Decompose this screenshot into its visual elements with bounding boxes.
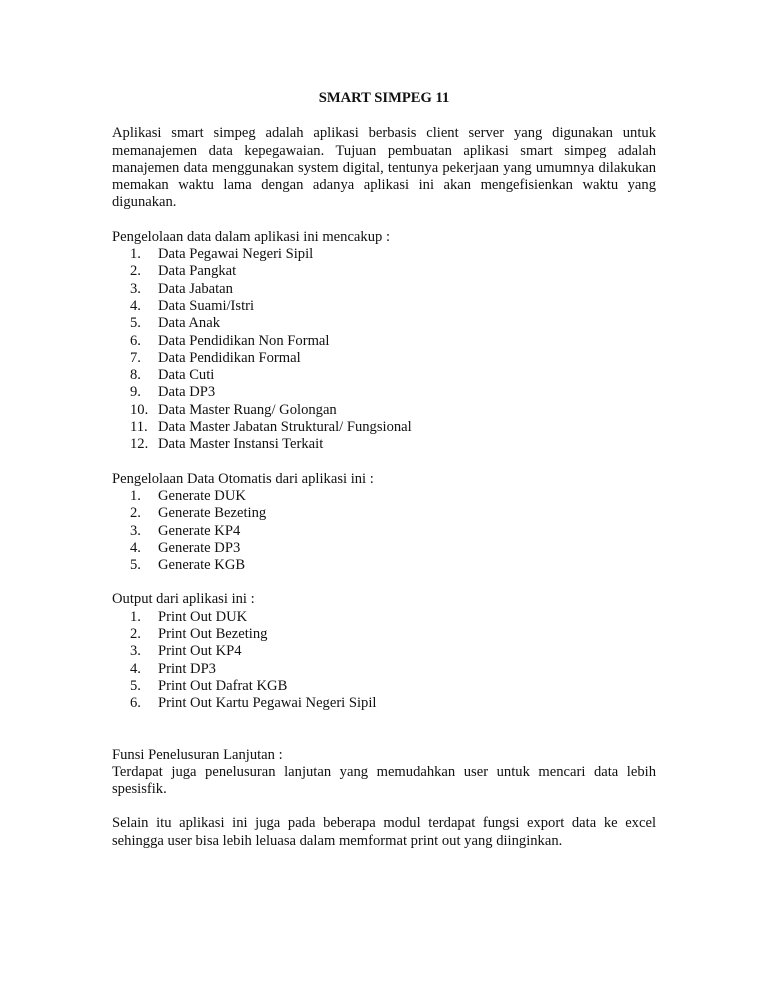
document-page — [112, 90, 656, 850]
list-item-number: 9. — [130, 384, 141, 401]
list-item — [112, 402, 656, 419]
list-item-number: 3. — [130, 643, 141, 660]
section2-heading: Pengelolaan Data Otomatis dari aplikasi ini : — [112, 470, 374, 487]
list-item-number: 5. — [130, 315, 141, 332]
list-item-text: Data Jabatan — [158, 280, 233, 297]
section4-body: Terdapat juga penelusuran lanjutan yang memudahkan user untuk mencari data lebih spesisfik. — [112, 763, 656, 798]
document-title: SMART SIMPEG 11 — [318, 90, 450, 106]
section4-heading: Funsi Penelusuran Lanjutan : — [112, 746, 283, 763]
closing-paragraph: Selain itu aplikasi ini juga pada beberapa modul terdapat fungsi export data ke excel sehingga user bisa lebih leluasa dalam memformat print out yang diinginkan. — [112, 815, 656, 849]
list-item-text: Data Master Instansi Terkait — [158, 436, 324, 453]
list-item — [112, 384, 656, 401]
list-item-number: 4. — [130, 660, 141, 677]
section2-list — [112, 488, 656, 574]
list-item — [112, 557, 656, 574]
list-item-number: 12. — [130, 436, 149, 453]
list-item-number: 2. — [130, 263, 141, 280]
list-item-number: 10. — [130, 401, 149, 418]
list-item-number: 4. — [130, 539, 141, 556]
list-item-text: Print Out DUK — [158, 608, 248, 625]
list-item — [112, 436, 656, 453]
list-item — [112, 695, 656, 712]
section3-list — [112, 609, 656, 713]
list-item — [112, 419, 656, 436]
list-item-text: Data Anak — [158, 315, 221, 332]
list-item — [112, 281, 656, 298]
list-item-number: 8. — [130, 367, 141, 384]
list-item-text: Print Out Dafrat KGB — [158, 677, 288, 694]
list-item — [112, 367, 656, 384]
spacer — [112, 574, 656, 591]
list-item — [112, 505, 656, 522]
list-item-number: 5. — [130, 677, 141, 694]
list-item-number: 1. — [130, 608, 141, 625]
section1-heading: Pengelolaan data dalam aplikasi ini mencakup : — [112, 228, 391, 245]
list-item-text: Data Pangkat — [158, 263, 237, 280]
list-item-text: Generate Bezeting — [158, 505, 267, 522]
list-item — [112, 661, 656, 678]
list-item-number: 1. — [130, 246, 141, 263]
section1-list — [112, 246, 656, 454]
list-item-text: Data Pendidikan Formal — [158, 349, 301, 366]
list-item-text: Generate DP3 — [158, 539, 241, 556]
list-item-number: 11. — [130, 419, 148, 436]
spacer — [112, 212, 656, 229]
spacer — [112, 713, 656, 747]
list-item-text: Print Out Kartu Pegawai Negeri Sipil — [158, 695, 377, 712]
list-item — [112, 488, 656, 505]
list-item — [112, 523, 656, 540]
list-item — [112, 643, 656, 660]
list-item-number: 2. — [130, 626, 141, 643]
list-item-text: Data Cuti — [158, 367, 215, 384]
list-item — [112, 626, 656, 643]
intro-paragraph: Aplikasi smart simpeg adalah aplikasi berbasis client server yang digunakan untuk memanajemen data kepegawaian. Tujuan pembuatan aplikasi smart simpeg adalah manajemen data menggunakan system digital, tentunya pekerjaan yang umumnya dilakukan memakan waktu lama dengan adanya aplikasi ini akan mengefisienkan waktu yang digunakan. — [112, 125, 656, 211]
list-item — [112, 263, 656, 280]
list-item — [112, 246, 656, 263]
list-item-text: Data DP3 — [158, 384, 216, 401]
list-item — [112, 678, 656, 695]
list-item-text: Data Master Jabatan Struktural/ Fungsional — [158, 419, 412, 436]
list-item-number: 6. — [130, 695, 141, 712]
list-item — [112, 609, 656, 626]
list-item — [112, 298, 656, 315]
list-item-number: 4. — [130, 297, 141, 314]
list-item-text: Print Out KP4 — [158, 643, 242, 660]
spacer — [112, 454, 656, 471]
list-item — [112, 333, 656, 350]
list-item-text: Data Suami/Istri — [158, 297, 255, 314]
list-item-text: Data Pegawai Negeri Sipil — [158, 246, 314, 263]
list-item-number: 3. — [130, 522, 141, 539]
list-item-text: Print DP3 — [158, 660, 216, 677]
list-item — [112, 540, 656, 557]
list-item-text: Print Out Bezeting — [158, 626, 268, 643]
list-item-text: Generate KGB — [158, 557, 246, 574]
list-item-number: 5. — [130, 557, 141, 574]
list-item-number: 3. — [130, 280, 141, 297]
list-item-text: Generate KP4 — [158, 522, 241, 539]
list-item-number: 7. — [130, 349, 141, 366]
list-item-text: Generate DUK — [158, 487, 246, 504]
list-item-number: 6. — [130, 332, 141, 349]
section3-heading: Output dari aplikasi ini : — [112, 591, 255, 608]
list-item-text: Data Pendidikan Non Formal — [158, 332, 330, 349]
list-item-number: 2. — [130, 505, 141, 522]
list-item — [112, 315, 656, 332]
list-item-text: Data Master Ruang/ Golongan — [158, 401, 337, 418]
list-item — [112, 350, 656, 367]
list-item-number: 1. — [130, 487, 141, 504]
spacer — [112, 798, 656, 815]
